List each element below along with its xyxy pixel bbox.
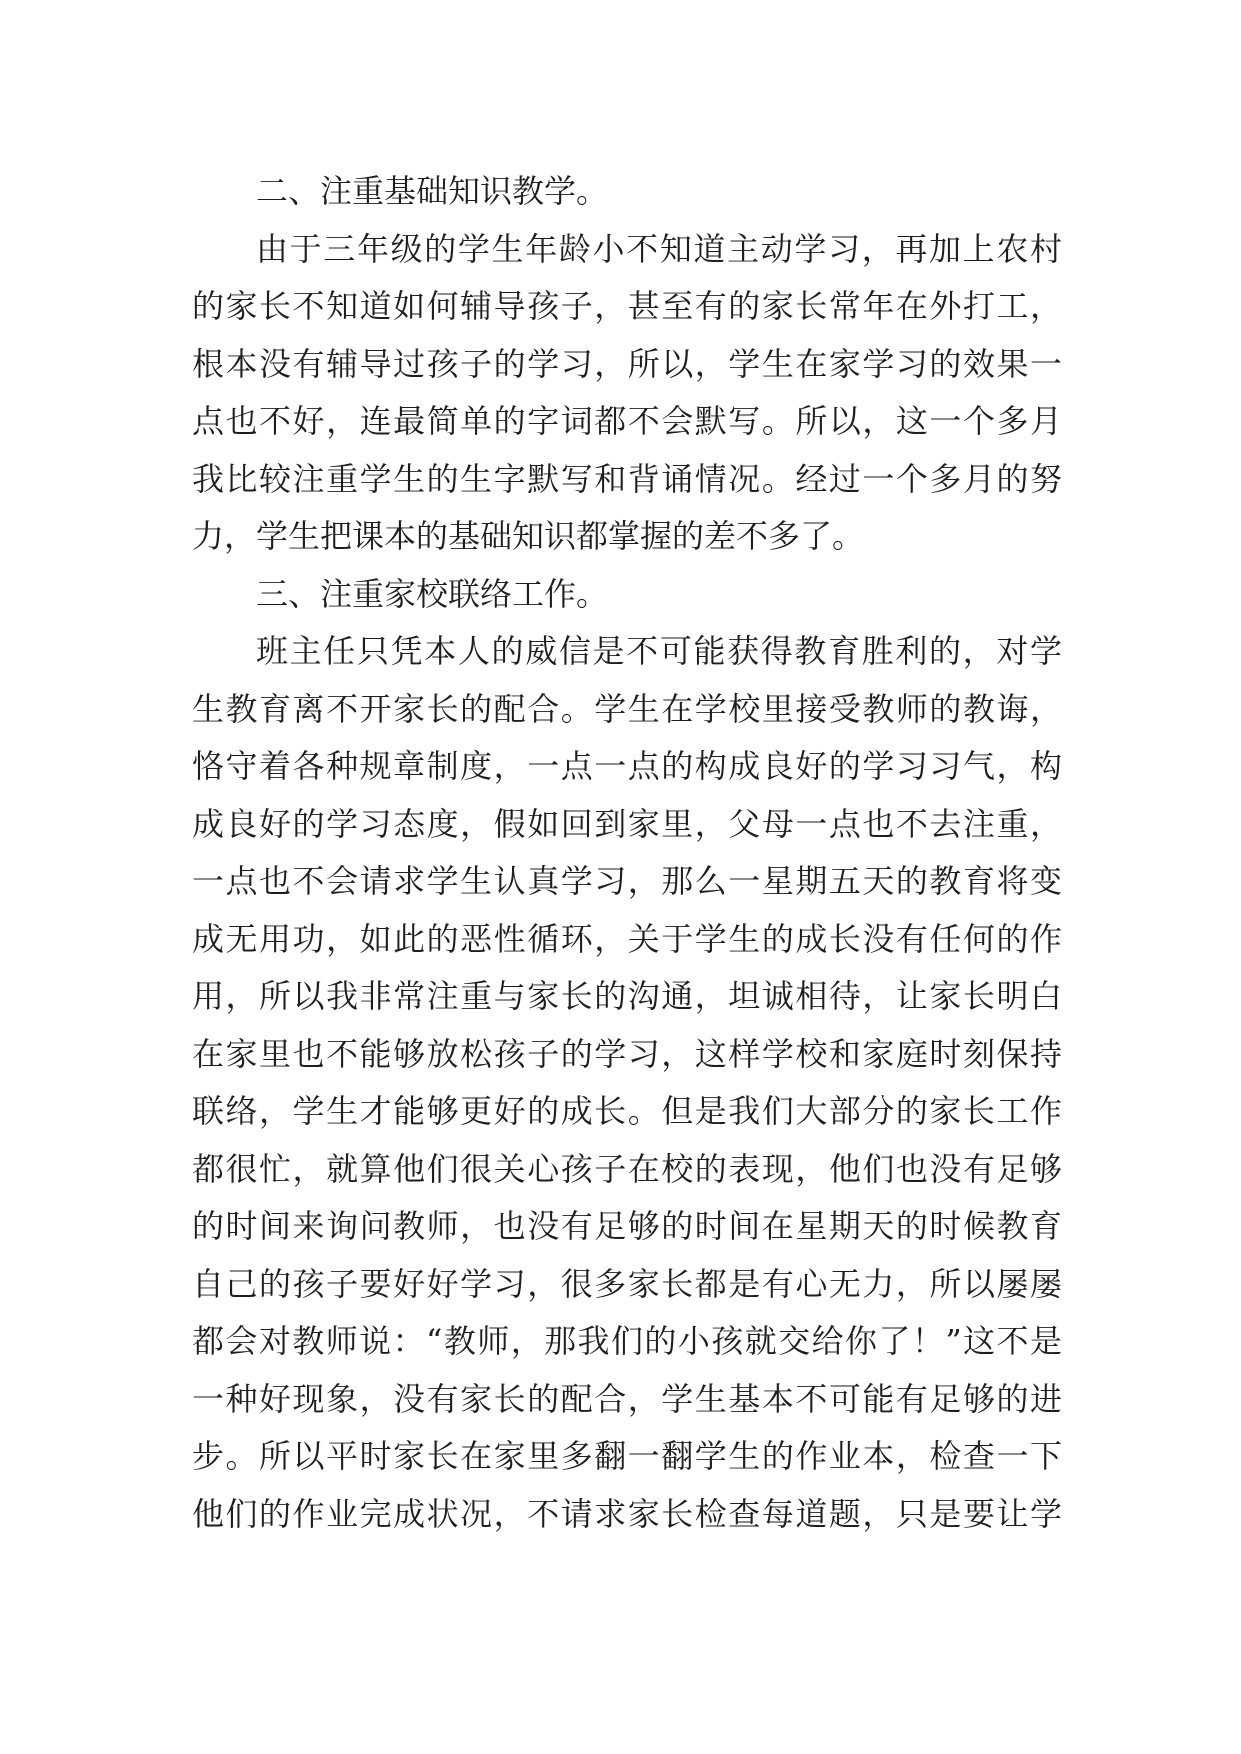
- text-line: 都会对教师说：“教师，那我们的小孩就交给你了！”这不是: [192, 1322, 1062, 1360]
- document-body: [192, 163, 1062, 1543]
- text-line: 自己的孩子要好好学习，很多家长都是有心无力，所以屡屡: [192, 1264, 1062, 1303]
- text-line: 都很忙，就算他们很关心孩子在校的表现，他们也没有足够: [192, 1149, 1062, 1188]
- text-line: 步。所以平时家长在家里多翻一翻学生的作业本，检查一下: [192, 1437, 1062, 1475]
- text-line: 一点也不会请求学生认真学习，那么一星期五天的教育将变: [192, 862, 1062, 900]
- text-line: 力，学生把课本的基础知识都掌握的差不多了。: [192, 517, 865, 555]
- text-line: 成无用功，如此的恶性循环，关于学生的成长没有任何的作: [192, 919, 1062, 958]
- text-line: 他们的作业完成状况，不请求家长检查每道题，只是要让学: [192, 1494, 1062, 1533]
- text-line: 成良好的学习态度，假如回到家里，父母一点也不去注重，: [192, 804, 1062, 843]
- text-line: 三、注重家校联络工作。: [256, 574, 609, 613]
- text-line: 恪守着各种规章制度，一点一点的构成良好的学习习气，构: [192, 747, 1062, 785]
- text-line: 根本没有辅导过孩子的学习，所以，学生在家学习的效果一: [192, 344, 1062, 383]
- text-line: 的时间来询问教师，也没有足够的时间在星期天的时候教育: [192, 1207, 1062, 1245]
- text-line: 班主任只凭本人的威信是不可能获得教育胜利的，对学: [256, 632, 1062, 670]
- text-line: 点也不好，连最简单的字词都不会默写。所以，这一个多月: [192, 402, 1062, 440]
- text-line: 生教育离不开家长的配合。学生在学校里接受教师的教诲，: [192, 689, 1062, 728]
- text-line: 联络，学生才能够更好的成长。但是我们大部分的家长工作: [192, 1092, 1062, 1130]
- text-line: 我比较注重学生的生字默写和背诵情况。经过一个多月的努: [192, 459, 1062, 498]
- text-line: 的家长不知道如何辅导孩子，甚至有的家长常年在外打工，: [192, 287, 1062, 325]
- text-line: 用，所以我非常注重与家长的沟通，坦诚相待，让家长明白: [192, 977, 1062, 1015]
- text-line: 在家里也不能够放松孩子的学习，这样学校和家庭时刻保持: [192, 1034, 1062, 1073]
- text-line: 二、注重基础知识教学。: [256, 172, 609, 210]
- text-line: 由于三年级的学生年龄小不知道主动学习，再加上农村: [256, 229, 1062, 268]
- text-line: 一种好现象，没有家长的配合，学生基本不可能有足够的进: [192, 1379, 1062, 1418]
